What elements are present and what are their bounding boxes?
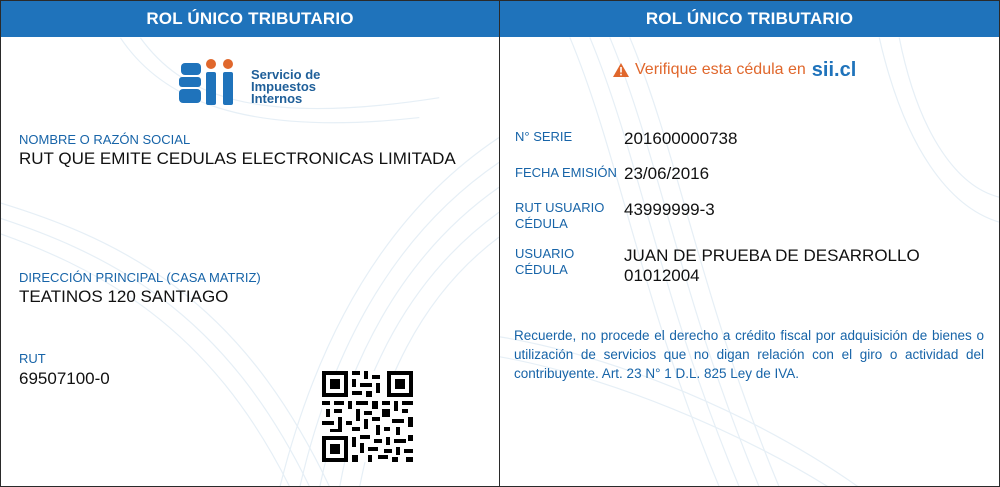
legal-notice: Recuerde, no procede el derecho a crédito fiscal por adquisición de bienes o utilización de servicios que no digan relación con el giro o actividad del contribuyente. Art. 23 N° 1 D.L. 825 Ley de IVA. xyxy=(514,328,984,381)
user-value-line-2: 01012004 xyxy=(624,266,700,285)
rut-value: 69507100-0 xyxy=(19,369,110,388)
address-label: DIRECCIÓN PRINCIPAL (CASA MATRIZ) xyxy=(19,270,261,285)
verify-site-link[interactable]: sii.cl xyxy=(811,58,857,81)
verify-text: Verifique esta cédula en xyxy=(635,61,806,78)
fecha-label: FECHA EMISIÓN xyxy=(515,165,617,180)
rut-label: RUT xyxy=(19,351,46,366)
name-value: RUT QUE EMITE CEDULAS ELECTRONICAS LIMITADA xyxy=(19,149,456,168)
rut-user-label-line-1: RUT USUARIO xyxy=(515,200,605,215)
card-header: ROL ÚNICO TRIBUTARIO xyxy=(1,1,499,37)
serie-value: 201600000738 xyxy=(624,129,738,148)
address-value: TEATINOS 120 SANTIAGO xyxy=(19,287,229,306)
user-label-line-1: USUARIO xyxy=(515,246,575,261)
user-value-line-1: JUAN DE PRUEBA DE DESARROLLO xyxy=(624,246,920,265)
user-label-line-2: CÉDULA xyxy=(515,262,568,277)
rut-user-label xyxy=(515,200,604,231)
card-back xyxy=(500,0,1000,487)
logo-line-3: Internos xyxy=(251,91,303,106)
logo-line-1: Servicio de xyxy=(251,67,321,82)
verify-banner xyxy=(613,58,856,82)
serie-label: N° SERIE xyxy=(515,129,573,144)
user-value xyxy=(624,246,920,286)
user-label xyxy=(515,246,574,277)
name-label: NOMBRE O RAZÓN SOCIAL xyxy=(19,132,191,147)
fecha-value: 23/06/2016 xyxy=(624,164,710,183)
sii-logo xyxy=(176,57,356,109)
qr-code[interactable] xyxy=(322,371,413,462)
sii-logo-icon xyxy=(176,57,242,109)
warning-icon xyxy=(613,63,629,77)
card-header: ROL ÚNICO TRIBUTARIO xyxy=(500,1,999,37)
rut-user-value: 43999999-3 xyxy=(624,200,715,219)
rut-user-label-line-2: CÉDULA xyxy=(515,216,568,231)
logo-line-2: Impuestos xyxy=(251,79,317,94)
